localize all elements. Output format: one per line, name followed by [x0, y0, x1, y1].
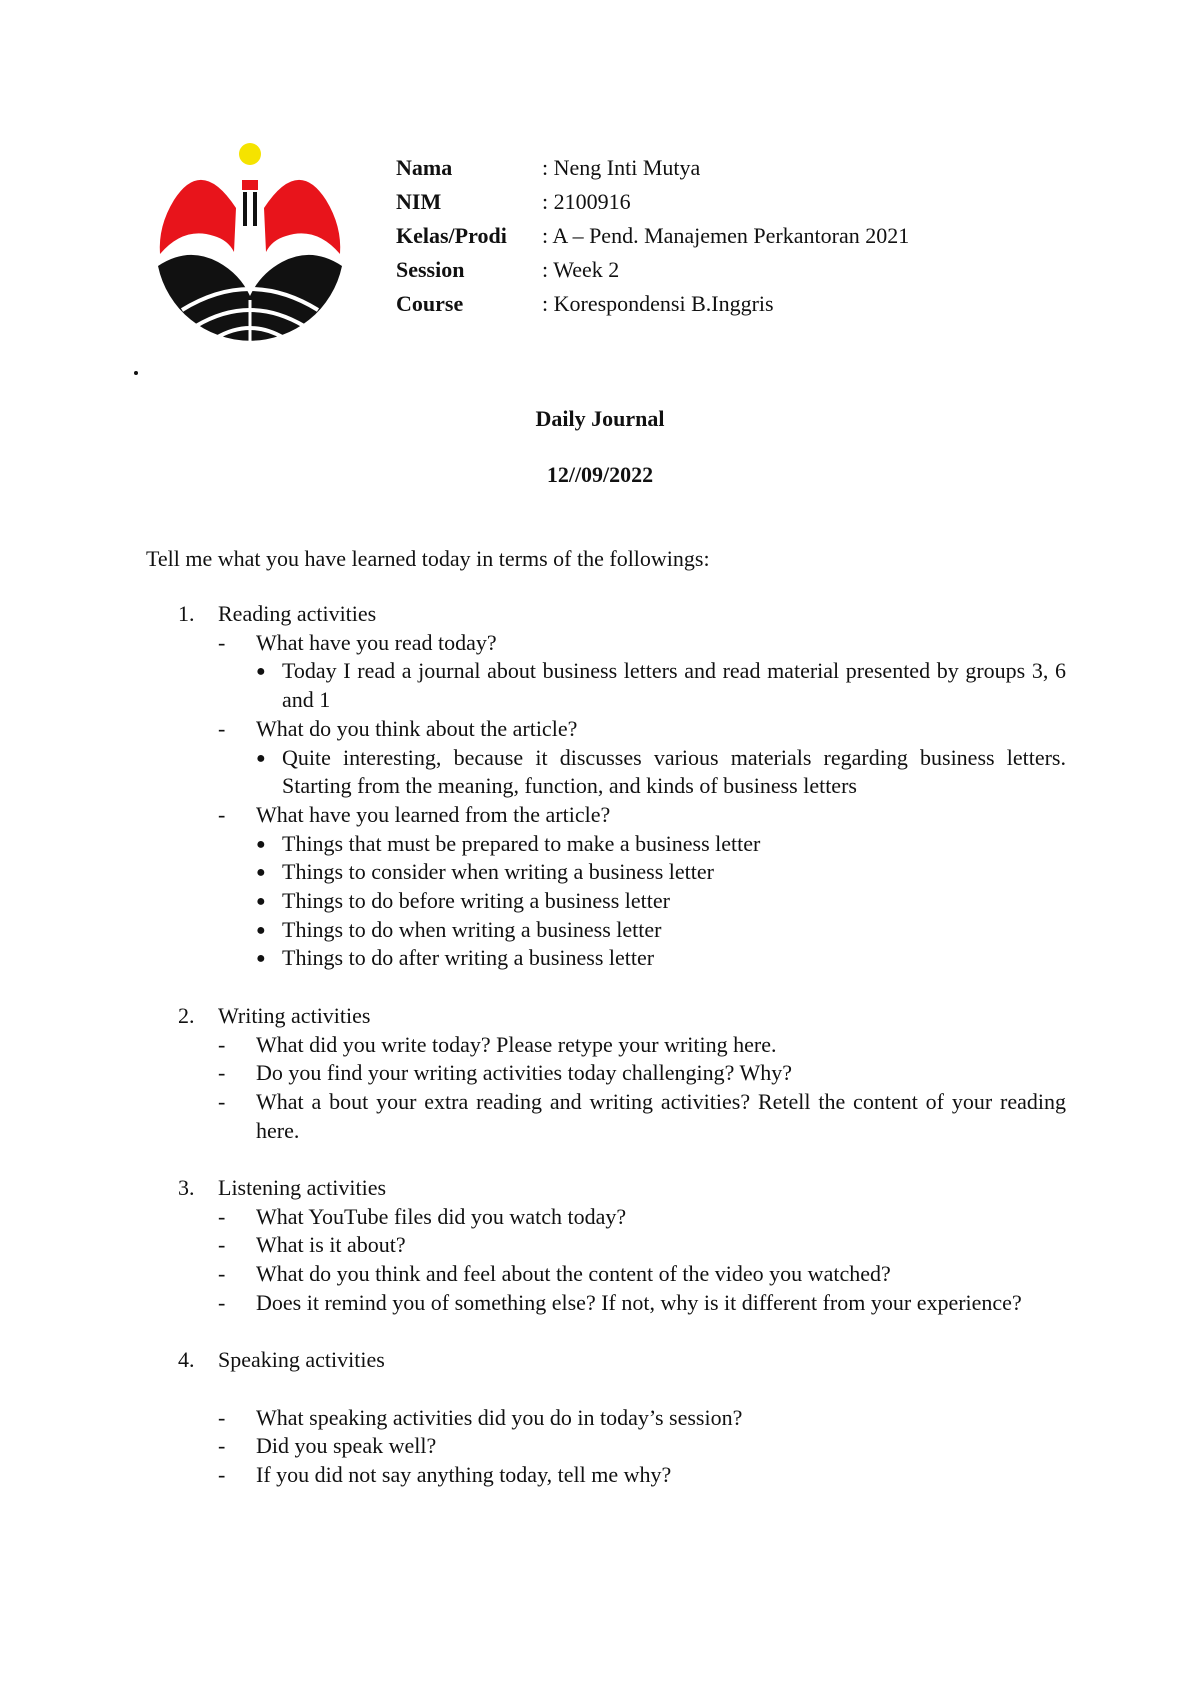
answer-item [256, 887, 1066, 916]
answer-text: Things to do after writing a business letter [282, 945, 655, 971]
question-text: What did you write today? Please retype your writing here. [256, 1031, 777, 1057]
question-item [218, 715, 1066, 744]
activity-sections [178, 600, 1066, 1518]
question-text: What a bout your extra reading and writing activities? Retell the content of your reading here. [256, 1088, 1066, 1143]
doc-title: Daily Journal [535, 406, 665, 431]
info-value: : Korespondensi B.Inggris [542, 291, 774, 316]
university-logo [148, 140, 352, 350]
question-item [218, 1461, 1066, 1490]
info-value: : A – Pend. Manajemen Perkantoran 2021 [542, 223, 910, 248]
dash-marker: - [218, 1404, 226, 1430]
bullet-icon: ● [256, 749, 266, 767]
dash-marker: - [218, 1462, 226, 1488]
question-text: What have you read today? [256, 629, 497, 655]
bullet-icon: ● [256, 864, 266, 882]
dash-marker: - [218, 629, 226, 655]
question-item [218, 1289, 1066, 1318]
dash-marker: - [218, 1203, 226, 1229]
question-item [218, 801, 1066, 830]
info-row-nama [396, 151, 909, 185]
dash-marker: - [218, 1088, 226, 1114]
question-text: What YouTube files did you watch today? [256, 1203, 627, 1229]
section [178, 600, 1066, 973]
info-value: : Week 2 [542, 257, 620, 282]
answer-text: Quite interesting, because it discusses various materials regarding business letters. Starting from the meaning, function, and kinds of business letters [282, 744, 1066, 799]
info-value: : 2100916 [542, 189, 631, 214]
question-text: Does it remind you of something else? If not, why is it different from your experience? [256, 1289, 1022, 1315]
question-text: If you did not say anything today, tell me why? [256, 1462, 672, 1488]
bullet-icon: ● [256, 921, 266, 939]
question-item [218, 1260, 1066, 1289]
question-text: What do you think and feel about the content of the video you watched? [256, 1261, 891, 1287]
doc-date: 12//09/2022 [546, 462, 654, 487]
question-item [218, 1231, 1066, 1260]
section [178, 1346, 1066, 1490]
dash-marker: - [218, 1433, 226, 1459]
question-text: Did you speak well? [256, 1433, 437, 1459]
section-title: Writing activities [218, 1002, 371, 1028]
section-number: 1. [178, 601, 195, 626]
answer-item [256, 858, 1066, 887]
question-text: What is it about? [256, 1232, 406, 1258]
section-heading [178, 600, 1066, 629]
question-item [218, 1404, 1066, 1433]
section [178, 1174, 1066, 1318]
answer-item [256, 744, 1066, 801]
question-item [218, 1031, 1066, 1060]
student-info [396, 151, 909, 321]
section-heading [178, 1174, 1066, 1203]
question-item [218, 1203, 1066, 1232]
answer-item [256, 916, 1066, 945]
question-text: What have you learned from the article? [256, 801, 611, 827]
section-number: 3. [178, 1175, 195, 1201]
answer-item [256, 944, 1066, 973]
dash-marker: - [218, 1289, 226, 1315]
bullet-icon: ● [256, 950, 266, 968]
dash-marker: - [218, 1031, 226, 1057]
question-item [218, 1432, 1066, 1461]
answer-item [256, 830, 1066, 859]
question-item [218, 1059, 1066, 1088]
info-label: NIM [396, 189, 442, 214]
info-label: Course [396, 291, 464, 316]
answer-text: Things to do before writing a business letter [282, 888, 670, 914]
info-row-session [396, 253, 909, 287]
answer-text: Today I read a journal about business letters and read material presented by groups 3, 6 and 1 [282, 658, 1066, 713]
info-row-kelas [396, 219, 909, 253]
bullet-icon: ● [256, 663, 266, 681]
info-label: Nama [396, 155, 453, 180]
section-title: Speaking activities [218, 1347, 385, 1373]
section-title: Listening activities [218, 1175, 387, 1201]
question-item [218, 1088, 1066, 1145]
bullet-icon: ● [256, 835, 266, 853]
question-text: What do you think about the article? [256, 715, 578, 741]
info-label: Session [396, 257, 465, 282]
answer-item [256, 657, 1066, 714]
doc-intro: Tell me what you have learned today in terms of the followings: [146, 546, 710, 571]
dash-marker: - [218, 801, 226, 827]
section-number: 4. [178, 1347, 195, 1373]
section-title: Reading activities [218, 601, 377, 626]
blank-line [178, 1375, 1066, 1404]
info-value: : Neng Inti Mutya [542, 155, 701, 180]
info-row-course [396, 287, 909, 321]
question-text: Do you find your writing activities today challenging? Why? [256, 1060, 793, 1086]
question-text: What speaking activities did you do in today’s session? [256, 1404, 743, 1430]
dash-marker: - [218, 1232, 226, 1258]
dash-marker: - [218, 715, 226, 741]
question-item [218, 629, 1066, 658]
stray-dot [134, 371, 138, 375]
dash-marker: - [218, 1060, 226, 1086]
info-label: Kelas/Prodi [396, 223, 507, 248]
answer-text: Things to consider when writing a business letter [282, 859, 714, 885]
section-heading [178, 1002, 1066, 1031]
info-row-nim [396, 185, 909, 219]
bullet-icon: ● [256, 893, 266, 911]
section [178, 1002, 1066, 1146]
answer-text: Things to do when writing a business letter [282, 916, 662, 942]
answer-text: Things that must be prepared to make a business letter [282, 830, 761, 856]
dash-marker: - [218, 1261, 226, 1287]
section-heading [178, 1346, 1066, 1375]
section-number: 2. [178, 1002, 195, 1028]
